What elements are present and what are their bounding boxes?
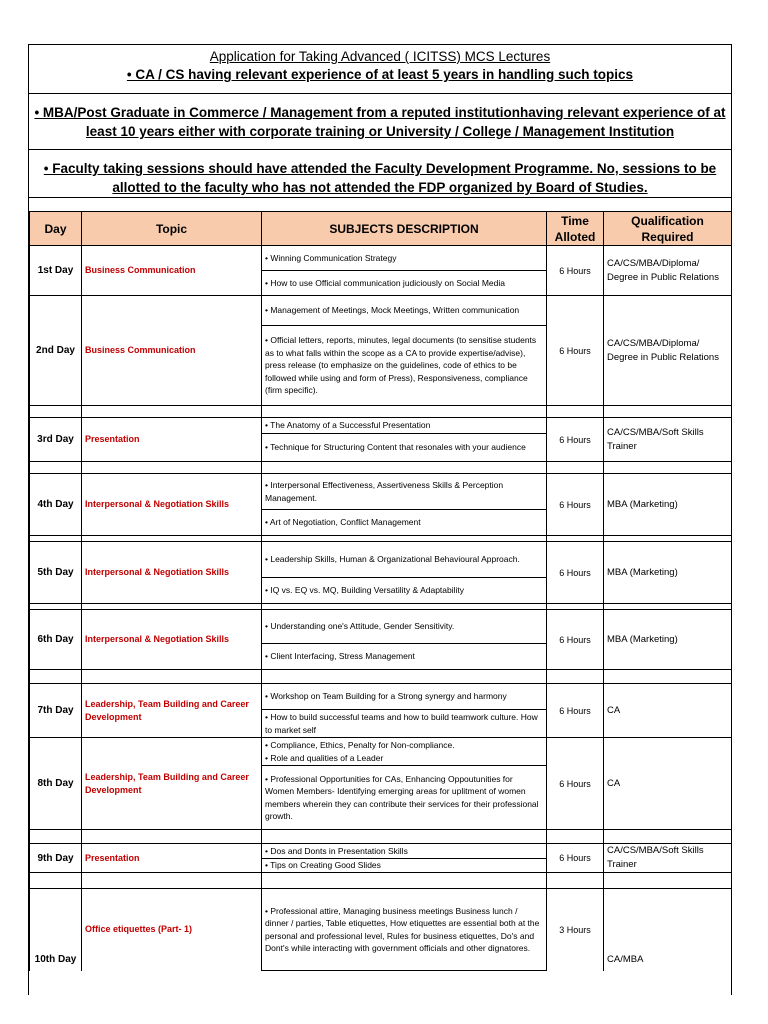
day-cell: 2nd Day (30, 296, 82, 406)
subject-item: • Winning Communication Strategy (262, 246, 547, 271)
header-subjects: SUBJECTS DESCRIPTION (262, 212, 547, 246)
table-header-row (30, 212, 732, 246)
subject-item: • Management of Meetings, Mock Meetings, Written communication (262, 296, 547, 326)
topic-cell: Interpersonal & Negotiation Skills (82, 474, 262, 536)
day-cell: 10th Day (30, 889, 82, 971)
topic-cell: Presentation (82, 418, 262, 462)
subject-item: • Professional attire, Managing business meetings Business lunch / dinner / parties, Table etiquettes, How etiquettes are essential both at the personal and professional level, Rules for business etiquettes, Do's and Dont's while interacting with government officials and other dignatores. (262, 889, 547, 971)
header-day: Day (30, 212, 82, 246)
topic-cell: Business Communication (82, 296, 262, 406)
table-row (30, 844, 732, 859)
qualification-cell: CA/CS/MBA/Soft Skills Trainer (604, 844, 732, 873)
day-cell: 4th Day (30, 474, 82, 536)
time-cell: 6 Hours (547, 610, 604, 670)
divider (29, 149, 731, 150)
table-row (30, 610, 732, 644)
eligibility-criteria-3: • Faculty taking sessions should have attended the Faculty Development Programme. No, sessions to be allotted to the faculty who has not attended the FDP organized by Board of Studies. (43, 161, 717, 195)
qualification-cell: CA (604, 738, 732, 830)
topic-cell: Business Communication (82, 246, 262, 296)
subject-item: • Technique for Structuring Content that resonales with your audience (262, 434, 547, 462)
document-title: Application for Taking Advanced ( ICITSS) MCS Lectures (209, 49, 551, 64)
time-cell: 6 Hours (547, 296, 604, 406)
subject-item: • Client Interfacing, Stress Management (262, 644, 547, 670)
subject-item: • Workshop on Team Building for a Strong synergy and harmony (262, 684, 547, 710)
qualification-cell: CA/CS/MBA/Diploma/ Degree in Public Relations (604, 246, 732, 296)
topic-cell: Presentation (82, 844, 262, 873)
day-cell: 1st Day (30, 246, 82, 296)
qualification-cell: MBA (Marketing) (604, 474, 732, 536)
subject-item: • Interpersonal Effectiveness, Assertiveness Skills & Perception Management. (262, 474, 547, 510)
topic-cell: Office etiquettes (Part- 1) (82, 889, 262, 971)
topic-cell: Leadership, Team Building and Career Development (82, 738, 262, 830)
subject-item: • Understanding one's Attitude, Gender Sensitivity. (262, 610, 547, 644)
qualification-cell: MBA (Marketing) (604, 610, 732, 670)
time-cell: 6 Hours (547, 684, 604, 738)
time-cell: 6 Hours (547, 738, 604, 830)
subject-item: • Art of Negotiation, Conflict Management (262, 510, 547, 536)
day-cell: 9th Day (30, 844, 82, 873)
subject-item: • Official letters, reports, minutes, legal documents (to sensitise students as to what falls within the scope as a CA to provide expertise/advise), press release (to emphasize on the guidelines, code of ethics to be followed while using and form of Press), Responsiveness, compliance (firm specific). (262, 326, 547, 406)
table-row (30, 542, 732, 578)
subject-item: • How to build successful teams and how to build teamwork culture. How to market self (262, 710, 547, 738)
topic-cell: Interpersonal & Negotiation Skills (82, 542, 262, 604)
divider (29, 93, 731, 94)
subject-item: • Leadership Skills, Human & Organizational Behavioural Approach. (262, 542, 547, 578)
table-row (30, 418, 732, 434)
table-row (30, 474, 732, 510)
table-row (30, 296, 732, 326)
document-sheet (28, 44, 732, 995)
subject-item: • The Anatomy of a Successful Presentation (262, 418, 547, 434)
day-cell: 3rd Day (30, 418, 82, 462)
table-row (30, 889, 732, 971)
subject-item: • Dos and Donts in Presentation Skills (262, 844, 547, 859)
eligibility-criteria-1: • CA / CS having relevant experience of at least 5 years in handling such topics (126, 67, 634, 82)
time-cell: 6 Hours (547, 474, 604, 536)
qualification-cell: CA/CS/MBA/Soft Skills Trainer (604, 418, 732, 462)
header-qualification: Qualification Required (604, 212, 732, 246)
time-cell: 6 Hours (547, 418, 604, 462)
subject-item: • Compliance, Ethics, Penalty for Non-compliance. (262, 738, 547, 752)
table-row (30, 738, 732, 752)
subject-item: • Role and qualities of a Leader (262, 752, 547, 766)
subject-item: • Professional Opportunities for CAs, Enhancing Oppoutunities for Women Members- Identifying emerging areas for uplitment of women members wherein they can contribute their services for their professional growth. (262, 766, 547, 830)
subject-item: • Tips on Creating Good Slides (262, 858, 547, 873)
divider (29, 197, 731, 198)
topic-cell: Interpersonal & Negotiation Skills (82, 610, 262, 670)
time-cell: 6 Hours (547, 246, 604, 296)
day-cell: 7th Day (30, 684, 82, 738)
qualification-cell: CA/MBA (604, 889, 732, 971)
table-row (30, 246, 732, 271)
time-cell: 3 Hours (547, 889, 604, 971)
subject-item: • IQ vs. EQ vs. MQ, Building Versatility & Adaptability (262, 578, 547, 604)
lecture-schedule-table (29, 211, 732, 971)
table-row (30, 684, 732, 710)
day-cell: 6th Day (30, 610, 82, 670)
day-cell: 5th Day (30, 542, 82, 604)
time-cell: 6 Hours (547, 542, 604, 604)
header-topic: Topic (82, 212, 262, 246)
qualification-cell: CA/CS/MBA/Diploma/ Degree in Public Relations (604, 296, 732, 406)
qualification-cell: CA (604, 684, 732, 738)
time-cell: 6 Hours (547, 844, 604, 873)
day-cell: 8th Day (30, 738, 82, 830)
subject-item: • How to use Official communication judiciously on Social Media (262, 271, 547, 296)
qualification-cell: MBA (Marketing) (604, 542, 732, 604)
eligibility-criteria-2: • MBA/Post Graduate in Commerce / Management from a reputed institutionhaving relevant experience of at least 10 years either with corporate training or University / College / Management Institution (34, 105, 726, 139)
topic-cell: Leadership, Team Building and Career Development (82, 684, 262, 738)
header-time: Time Alloted (547, 212, 604, 246)
